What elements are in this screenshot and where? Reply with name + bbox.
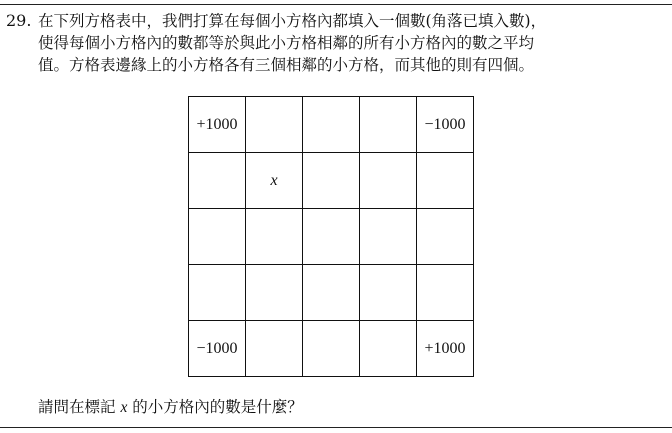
grid-cell	[189, 209, 246, 265]
grid-cell	[246, 265, 303, 321]
grid-cell	[189, 265, 246, 321]
grid-row	[189, 321, 474, 377]
problem-number: 29.	[6, 11, 32, 30]
grid-cell	[417, 209, 474, 265]
grid-cell	[303, 97, 360, 153]
grid-cell-bottom-right: +1000	[417, 321, 474, 377]
grid-cell	[303, 265, 360, 321]
bottom-rule	[0, 427, 672, 428]
question-text-before: 請問在標記	[38, 398, 116, 416]
grid-cell	[360, 97, 417, 153]
grid-cell	[189, 153, 246, 209]
question	[38, 396, 303, 419]
grid-cell	[303, 209, 360, 265]
grid-cell-top-left: +1000	[189, 97, 246, 153]
grid-cell	[303, 153, 360, 209]
grid-cell	[417, 265, 474, 321]
grid-cell	[246, 97, 303, 153]
top-rule	[0, 4, 672, 5]
problem-statement	[38, 10, 668, 76]
grid-cell	[246, 209, 303, 265]
grid-cell	[360, 265, 417, 321]
grid-row	[189, 97, 474, 153]
grid-cell-bottom-left: −1000	[189, 321, 246, 377]
grid-cell	[360, 153, 417, 209]
grid-cell	[303, 321, 360, 377]
grid-cell	[360, 209, 417, 265]
grid-row	[189, 209, 474, 265]
grid-cell-x: x	[246, 153, 303, 209]
grid-cell	[246, 321, 303, 377]
question-variable: x	[120, 399, 128, 416]
grid-row	[189, 265, 474, 321]
problem-line: 使得每個小方格內的數都等於與此小方格相鄰的所有小方格內的數之平均	[38, 34, 535, 52]
grid-cell	[417, 153, 474, 209]
problem-line: 在下列方格表中，我們打算在每個小方格內都填入一個數(角落已填入數)，	[38, 12, 547, 30]
number-grid	[188, 96, 474, 377]
grid-cell	[360, 321, 417, 377]
problem-line: 值。方格表邊緣上的小方格各有三個相鄰的小方格，而其他的則有四個。	[38, 56, 535, 74]
grid-cell-top-right: −1000	[417, 97, 474, 153]
question-text-after: 的小方格內的數是什麼？	[132, 398, 303, 416]
grid-row	[189, 153, 474, 209]
